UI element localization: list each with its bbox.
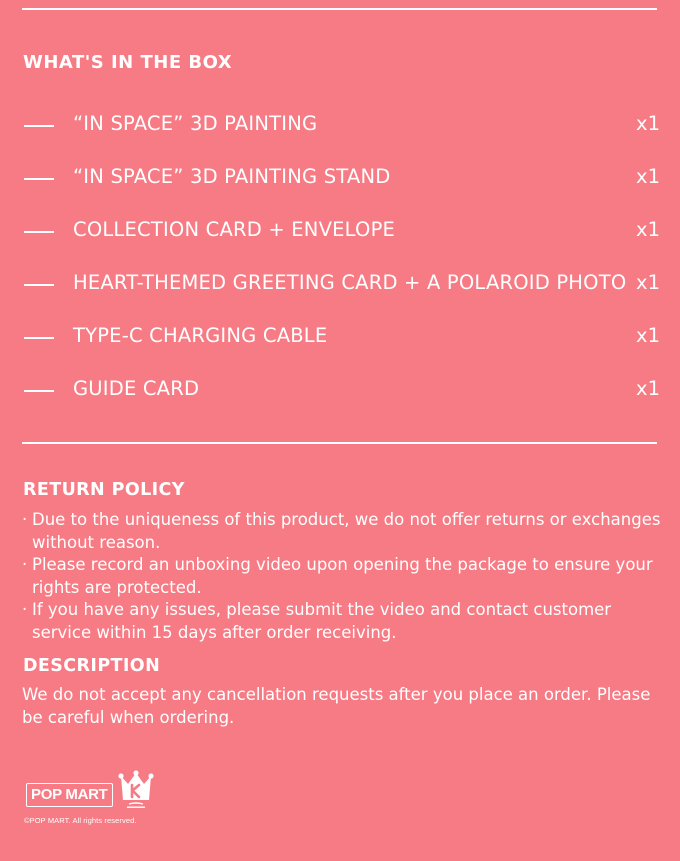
box-item-quantity: x1 [636,112,660,135]
box-item-label: “IN SPACE” 3D PAINTING STAND [73,165,391,188]
dash-icon [24,390,54,392]
k-crown-logo [117,770,155,810]
section-divider [22,442,657,444]
box-item [22,157,662,210]
box-item-quantity: x1 [636,377,660,400]
whats-in-the-box-heading: WHAT'S IN THE BOX [23,52,233,73]
box-item-quantity: x1 [636,271,660,294]
pop-mart-logo: POP MART [26,783,113,807]
box-item-quantity: x1 [636,324,660,347]
dash-icon [24,284,54,286]
box-item-quantity: x1 [636,218,660,241]
return-policy-heading: RETURN POLICY [23,480,185,500]
box-item-label: GUIDE CARD [73,377,200,400]
policy-point: · Please record an unboxing video upon opening the package to ensure your rights are protected. [22,554,672,599]
copyright-text: ©POP MART. All rights reserved. [24,816,137,825]
box-item-quantity: x1 [636,165,660,188]
dash-icon [24,178,54,180]
return-policy-list [22,509,672,644]
dash-icon [24,337,54,339]
policy-point: · If you have any issues, please submit the video and contact customer service within 15 days after order receiving. [22,599,672,644]
box-item-label: COLLECTION CARD + ENVELOPE [73,218,396,241]
dash-icon [24,231,54,233]
top-divider [22,8,657,10]
dash-icon [24,125,54,127]
policy-point: · Due to the uniqueness of this product, we do not offer returns or exchanges without reason. [22,509,672,554]
description-heading: DESCRIPTION [23,656,161,676]
box-item [22,104,662,157]
box-item-label: HEART-THEMED GREETING CARD + A POLAROID PHOTO [73,271,627,294]
box-item [22,369,662,422]
box-item [22,316,662,369]
box-item [22,210,662,263]
description-text: We do not accept any cancellation requests after you place an order. Please be careful when ordering. [22,685,651,727]
box-item [22,263,662,316]
box-item-label: “IN SPACE” 3D PAINTING [73,112,318,135]
box-item-label: TYPE-C CHARGING CABLE [73,324,328,347]
box-contents-list [22,104,662,422]
